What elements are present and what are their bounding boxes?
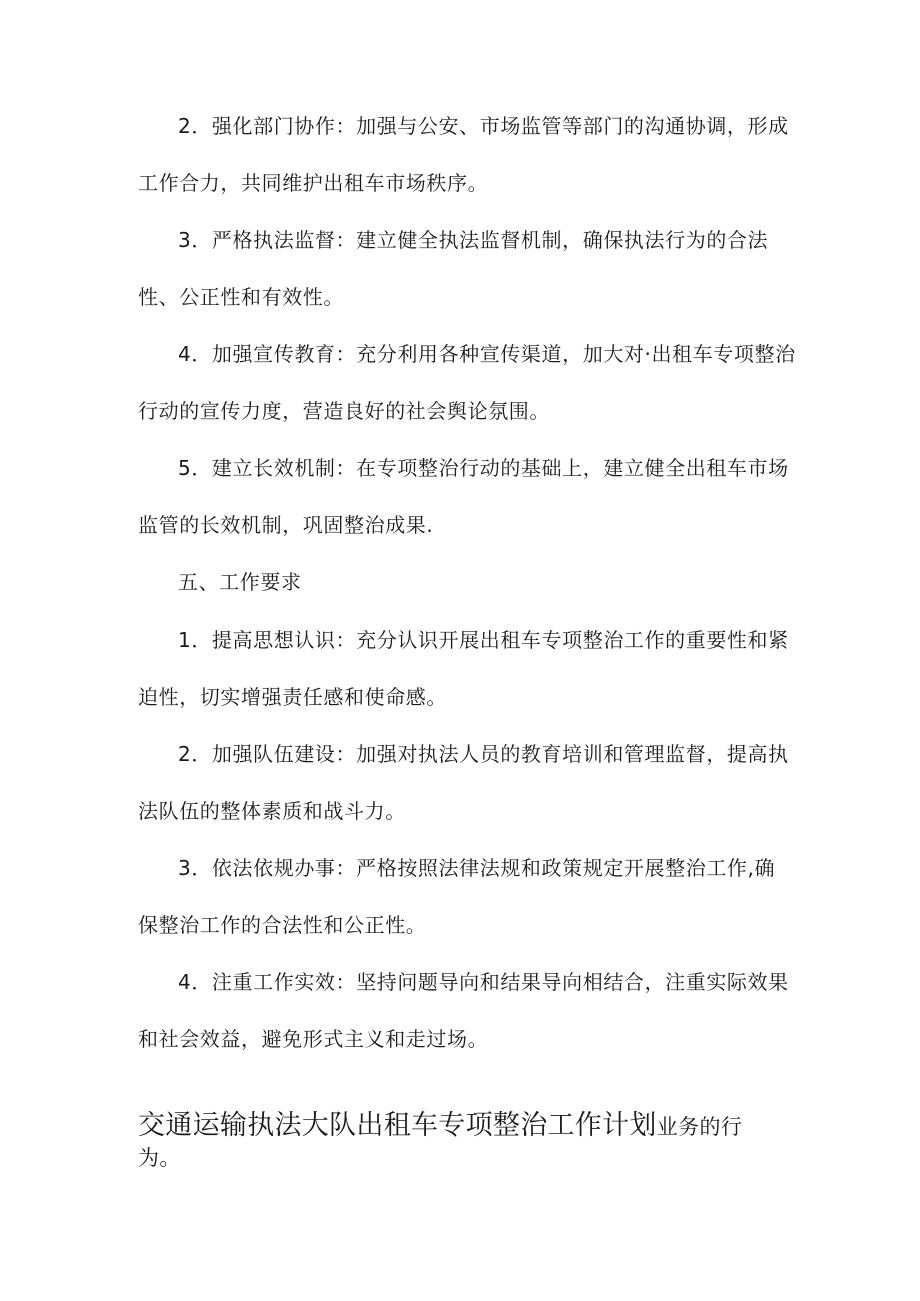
paragraph-line: 4．加强宣传教育：充分利用各种宣传渠道，加大对·出租车专项整治 xyxy=(178,342,796,366)
paragraph-line: 工作合力，共同维护出租车市场秩序。 xyxy=(138,171,489,195)
section-heading: 五、工作要求 xyxy=(178,570,302,594)
paragraph-line: 法队伍的整体素质和战斗力。 xyxy=(138,799,406,823)
paragraph-line: 3．依法依规办事：严格按照法律法规和政策规定开展整治工作,确 xyxy=(178,856,776,880)
paragraph-line: 2．加强队伍建设：加强对执法人员的教育培训和管理监督，提高执 xyxy=(178,742,789,766)
footer-title: 交通运输执法大队出租车专项整治工作计划 xyxy=(138,1110,657,1141)
paragraph-line: 1．提高思想认识：充分认识开展出租车专项整治工作的重要性和紧 xyxy=(178,628,789,652)
paragraph-line: 2．强化部门协作：加强与公安、市场监管等部门的沟通协调，形成 xyxy=(178,114,789,138)
paragraph-line: 迫性，切实增强责任感和使命感。 xyxy=(138,685,447,709)
footer-title-continuation: 为。 xyxy=(138,1146,181,1170)
footer-title-line xyxy=(138,1110,742,1143)
paragraph-line: 监管的长效机制，巩固整治成果. xyxy=(138,513,434,537)
paragraph-line: 和社会效益，避免形式主义和走过场。 xyxy=(138,1027,489,1051)
paragraph-line: 行动的宣传力度，营造良好的社会舆论氛围。 xyxy=(138,399,550,423)
paragraph-line: 3．严格执法监督：建立健全执法监督机制，确保执法行为的合法 xyxy=(178,228,769,252)
paragraph-line: 5．建立长效机制：在专项整治行动的基础上，建立健全出租车市场 xyxy=(178,456,789,480)
paragraph-line: 4．注重工作实效：坚持问题导向和结果导向相结合，注重实际效果 xyxy=(178,970,789,994)
footer-title-suffix: 业务的行 xyxy=(656,1115,743,1139)
paragraph-line: 保整治工作的合法性和公正性。 xyxy=(138,913,427,937)
paragraph-line: 性、公正性和有效性。 xyxy=(138,285,344,309)
